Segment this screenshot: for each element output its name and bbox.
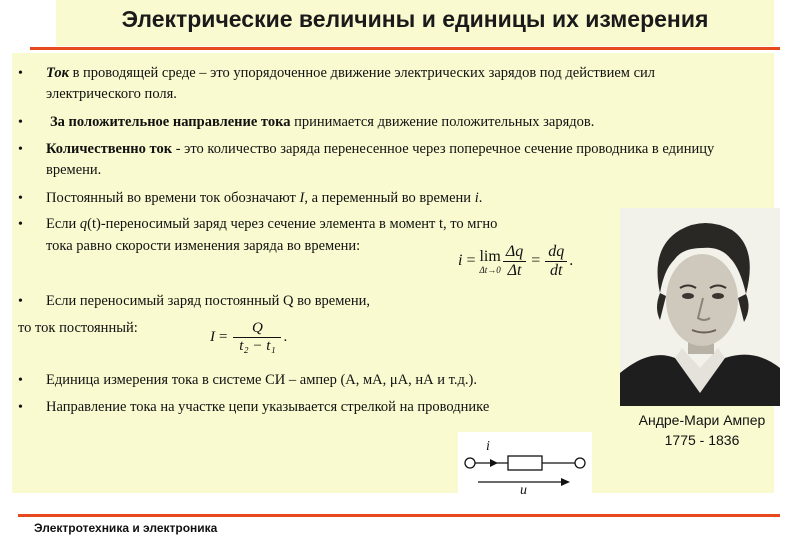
footer-divider [18, 514, 780, 517]
formula-end: . [569, 252, 574, 269]
bullet-text [46, 63, 736, 105]
formula-instant-current [458, 236, 573, 286]
current-label: i [486, 439, 490, 454]
limit-subscript: Δt→0 [479, 264, 501, 275]
bullet-lead: За положительное направление тока [50, 114, 291, 130]
text-part: , а переменный во времени [304, 190, 475, 206]
fraction-delta [503, 243, 526, 280]
symbol-q: q [79, 216, 88, 232]
formula-equals: = [531, 252, 541, 269]
formula-equals: = [466, 252, 476, 269]
bullet-text [46, 139, 736, 181]
fraction-derivative [545, 243, 567, 280]
bullet-text [50, 112, 750, 133]
text-part: (t)-переносимый заряд через сечение элемента в момент t, то мгно [87, 216, 498, 232]
bullet-lead: Ток [46, 65, 69, 81]
text-part: Постоянный во времени ток обозначают [46, 190, 300, 206]
bullet-text-line2: тока равно скорости изменения заряда во времени: [46, 238, 361, 254]
fraction-denominator: t₂ − t₁ [239, 337, 276, 354]
formula-end: . [283, 328, 288, 345]
slide-title: Электрические величины и единицы их измерения [121, 6, 709, 32]
bullet-icon: • [18, 373, 23, 388]
circuit-element-svg [458, 432, 592, 494]
fraction-numerator: Δq [503, 243, 526, 262]
caption-years: 1775 - 1836 [664, 432, 740, 448]
footer-text: Электротехника и электроника [34, 521, 218, 535]
bullet-icon: • [18, 142, 23, 157]
formula-constant-current [210, 312, 287, 362]
bullet-icon: • [18, 115, 23, 130]
bullet-text [46, 214, 621, 235]
circuit-diagram [458, 432, 592, 494]
bullet-body: - это количество заряда перенесенное через поперечное сечение проводника в единицу времени. [46, 141, 715, 178]
limit-word: lim [479, 247, 501, 265]
bullet-text: Направление тока на участке цепи указывается стрелкой на проводнике [46, 399, 490, 415]
bullet-text [46, 188, 736, 209]
symbol-i: i [474, 190, 479, 206]
title-divider [30, 47, 780, 50]
bullet-lead: Количественно ток [46, 141, 173, 157]
text-part: Если [46, 216, 80, 232]
formula-lhs: I [210, 328, 215, 345]
formula-equals: = [219, 328, 228, 345]
fraction-numerator: dq [545, 243, 567, 262]
voltage-label: u [520, 483, 527, 494]
element-box [508, 456, 542, 470]
formula-lhs: i [458, 252, 463, 269]
portrait-ampere [620, 208, 780, 406]
fraction-denominator: dt [550, 261, 563, 279]
terminal-left [465, 458, 475, 468]
portrait-caption [618, 410, 786, 450]
bullet-body: принимается движение положительных зарядов. [290, 114, 595, 130]
bullet-body: в проводящей среде – это упорядоченное движение электрических зарядов под действием сил электрического поля. [46, 65, 655, 102]
bullet-icon: • [18, 191, 23, 206]
terminal-right [575, 458, 585, 468]
caption-name: Андре-Мари Ампер [638, 412, 766, 428]
voltage-arrow-icon [561, 478, 570, 486]
formula-limit [479, 248, 500, 275]
symbol-I: I [299, 190, 305, 206]
bullet-icon: • [18, 66, 23, 81]
fraction-denominator: Δt [507, 261, 522, 279]
bullet-text: Единица измерения тока в системе СИ – ампер (А, мА, μА, нА и т.д.). [46, 372, 477, 388]
bullet-icon: • [18, 294, 23, 309]
fraction-numerator: Q [233, 320, 281, 338]
bullet-icon: • [18, 400, 23, 415]
portrait-illustration [620, 208, 780, 406]
bullet-text: Если переносимый заряд постоянный Q во времени, [46, 293, 370, 309]
fraction-charge-time [233, 320, 281, 355]
current-arrow-icon [490, 459, 498, 467]
bullet-icon: • [18, 217, 23, 232]
continuation-text: то ток постоянный: [18, 320, 138, 336]
text-part: . [478, 190, 483, 206]
